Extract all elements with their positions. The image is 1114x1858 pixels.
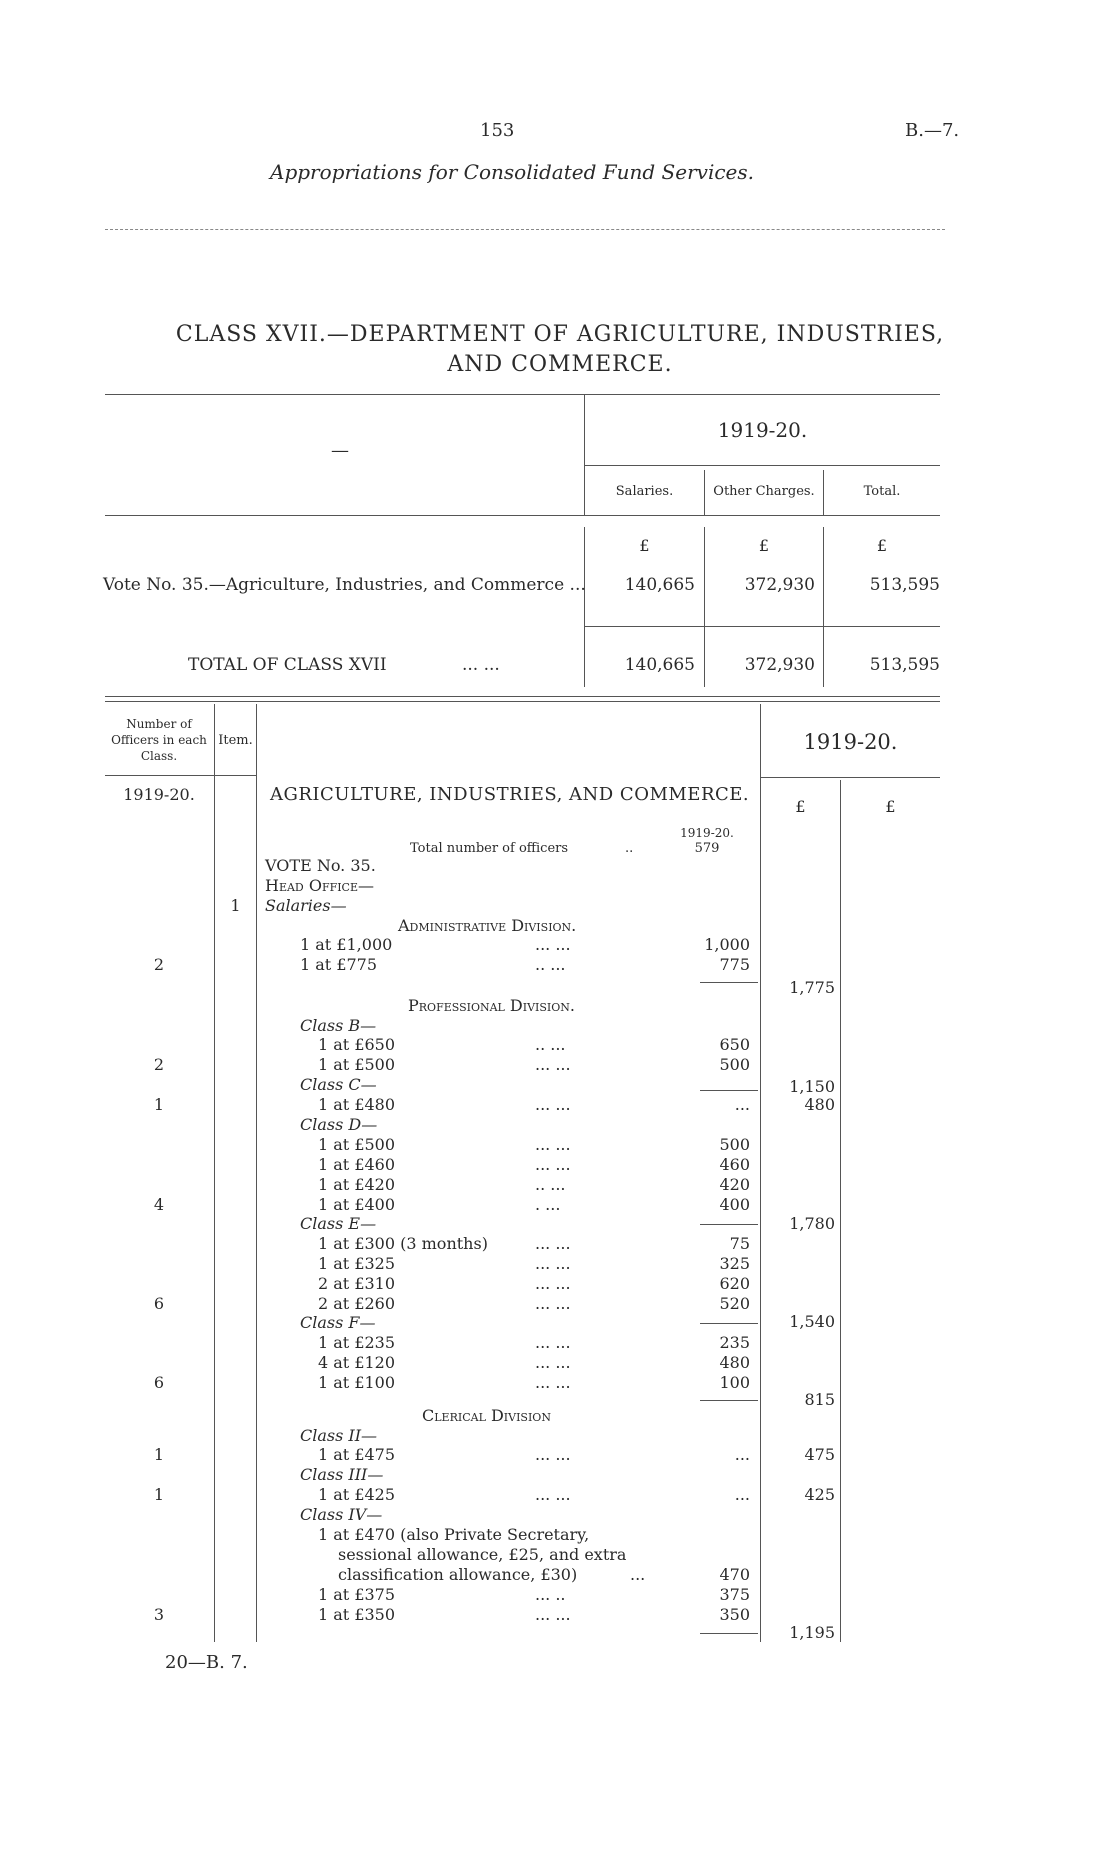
line-c1: 1 at £480: [318, 1095, 396, 1114]
class-c: Class C—: [300, 1075, 377, 1094]
subtotal-class-d: 1,780: [789, 1214, 835, 1233]
salaries-label: Salaries—: [265, 896, 347, 915]
section-title: AGRICULTURE, INDUSTRIES, AND COMMERCE.: [270, 784, 750, 805]
class-d: Class D—: [300, 1115, 378, 1134]
line-k4b: 1 at £375: [318, 1585, 396, 1604]
total-total: 513,595: [869, 655, 940, 675]
line-d3: 1 at £420: [318, 1175, 396, 1194]
officers-class-ii: 1: [153, 1445, 165, 1464]
value-a1: 1,000: [704, 935, 750, 954]
officers-class-b: 2: [153, 1055, 165, 1074]
line-d2: 1 at £460: [318, 1155, 396, 1174]
subtotal-class-e: 1,540: [789, 1312, 835, 1331]
summary-year: 1919-20.: [717, 418, 808, 442]
vote-other: 372,930: [744, 575, 815, 595]
currency-other: £: [758, 536, 770, 555]
line-f2: 4 at £120: [318, 1353, 396, 1372]
currency-total: £: [876, 536, 888, 555]
col-item: Item.: [218, 733, 253, 748]
value-b1: 650: [719, 1035, 750, 1054]
col-total: Total.: [863, 484, 901, 499]
value-d2: 460: [719, 1155, 750, 1174]
vote-total: 513,595: [869, 575, 940, 595]
subtotal-admin: 1,775: [789, 978, 835, 997]
value-e4: 520: [719, 1294, 750, 1313]
line-f3: 1 at £100: [318, 1373, 396, 1392]
subtotal-class-c: 480: [804, 1095, 835, 1114]
line-e3: 2 at £310: [318, 1274, 396, 1293]
subtotal-class-b: 1,150: [789, 1077, 835, 1096]
value-e1: 75: [729, 1234, 750, 1253]
value-d3: 420: [719, 1175, 750, 1194]
class-title-line1: CLASS XVII.—DEPARTMENT OF AGRICULTURE, INDUSTRIES,: [175, 322, 945, 347]
officers-class-iii: 1: [153, 1485, 165, 1504]
class-b: Class B—: [300, 1016, 377, 1035]
officers-class-f: 6: [153, 1373, 165, 1392]
detail-year-head: 1919-20.: [803, 730, 898, 754]
vote-row-label: Vote No. 35.—Agriculture, Industries, and Commerce ...: [103, 575, 586, 595]
officers-year: 1919-20.: [123, 785, 195, 804]
line-e2: 1 at £325: [318, 1254, 396, 1273]
value-f1: 235: [719, 1333, 750, 1352]
value-d4: 400: [719, 1195, 750, 1214]
value-k4c: 350: [719, 1605, 750, 1624]
running-title: Appropriations for Consolidated Fund Services.: [270, 160, 755, 184]
subtotal-class-f: 815: [804, 1390, 835, 1409]
class-ii: Class II—: [300, 1426, 378, 1445]
line-b2: 1 at £500: [318, 1055, 396, 1074]
value-k2: ...: [734, 1445, 750, 1464]
col-officers-line2: Officers in each: [111, 733, 207, 747]
col-officers-line1: Number of: [126, 717, 192, 731]
vote-number: VOTE No. 35.: [265, 856, 376, 875]
col-officers-line3: Class.: [140, 749, 178, 763]
subtotal-class-ii: 475: [804, 1445, 835, 1464]
total-class-label: TOTAL OF CLASS XVII: [188, 655, 387, 675]
value-e2: 325: [719, 1254, 750, 1273]
value-a2: 775: [719, 955, 750, 974]
currency-col2: £: [885, 797, 896, 816]
officers-admin: 2: [153, 955, 165, 974]
officers-class-e: 6: [153, 1294, 165, 1313]
page-reference: B.—7.: [905, 120, 960, 141]
value-k3: ...: [734, 1485, 750, 1504]
line-k2: 1 at £475: [318, 1445, 396, 1464]
page-number: 153: [480, 120, 515, 141]
total-officers-dots: ..: [625, 841, 634, 856]
value-e3: 620: [719, 1274, 750, 1293]
vote-salaries: 140,665: [624, 575, 695, 595]
summary-stub-dash: —: [331, 440, 349, 461]
line-a1: 1 at £1,000: [300, 935, 393, 954]
line-b1: 1 at £650: [318, 1035, 396, 1054]
currency-col1: £: [795, 797, 806, 816]
value-f3: 100: [719, 1373, 750, 1392]
line-k4a-1: 1 at £470 (also Private Secretary,: [318, 1525, 590, 1544]
currency-salaries: £: [639, 536, 650, 555]
value-k4a: 470: [719, 1565, 750, 1584]
total-officers-value: 579: [694, 841, 720, 856]
item-number: 1: [230, 896, 241, 915]
line-a2: 1 at £775: [300, 955, 378, 974]
footer-signature: 20—B. 7.: [165, 1652, 248, 1673]
value-c1: ...: [734, 1095, 750, 1114]
officers-class-c: 1: [153, 1095, 165, 1114]
class-iii: Class III—: [300, 1465, 384, 1484]
total-other: 372,930: [744, 655, 815, 675]
total-class-dots: ... ...: [462, 655, 500, 675]
class-f: Class F—: [300, 1313, 376, 1332]
line-e4: 2 at £260: [318, 1294, 396, 1313]
clerical-division: Clerical Division: [422, 1406, 551, 1425]
subtotal-class-iv: 1,195: [789, 1623, 835, 1642]
line-f1: 1 at £235: [318, 1333, 396, 1352]
line-k4a-2: sessional allowance, £25, and extra: [338, 1545, 627, 1564]
line-k4c: 1 at £350: [318, 1605, 396, 1624]
class-title-line2: AND COMMERCE.: [447, 352, 673, 377]
value-d1: 500: [719, 1135, 750, 1154]
col-salaries: Salaries.: [615, 484, 674, 499]
class-e: Class E—: [300, 1214, 377, 1233]
admin-division: Administrative Division.: [398, 916, 577, 935]
professional-division: Professional Division.: [408, 996, 576, 1015]
header-rule: [105, 229, 945, 230]
line-d1: 1 at £500: [318, 1135, 396, 1154]
value-b2: 500: [719, 1055, 750, 1074]
head-office: Head Office—: [265, 876, 375, 895]
officers-class-d: 4: [153, 1195, 165, 1214]
total-salaries: 140,665: [624, 655, 695, 675]
line-k4a-3: classification allowance, £30): [338, 1565, 578, 1584]
line-d4: 1 at £400: [318, 1195, 396, 1214]
line-e1: 1 at £300 (3 months): [318, 1234, 488, 1253]
class-iv: Class IV—: [300, 1505, 383, 1524]
total-officers-label: Total number of officers: [410, 841, 569, 856]
value-k4b: 375: [719, 1585, 750, 1604]
officers-class-iv: 3: [153, 1605, 165, 1624]
col-other-charges: Other Charges.: [713, 484, 815, 499]
total-officers-year: 1919-20.: [680, 826, 734, 840]
subtotal-class-iii: 425: [804, 1485, 835, 1504]
line-k3: 1 at £425: [318, 1485, 396, 1504]
value-f2: 480: [719, 1353, 750, 1372]
